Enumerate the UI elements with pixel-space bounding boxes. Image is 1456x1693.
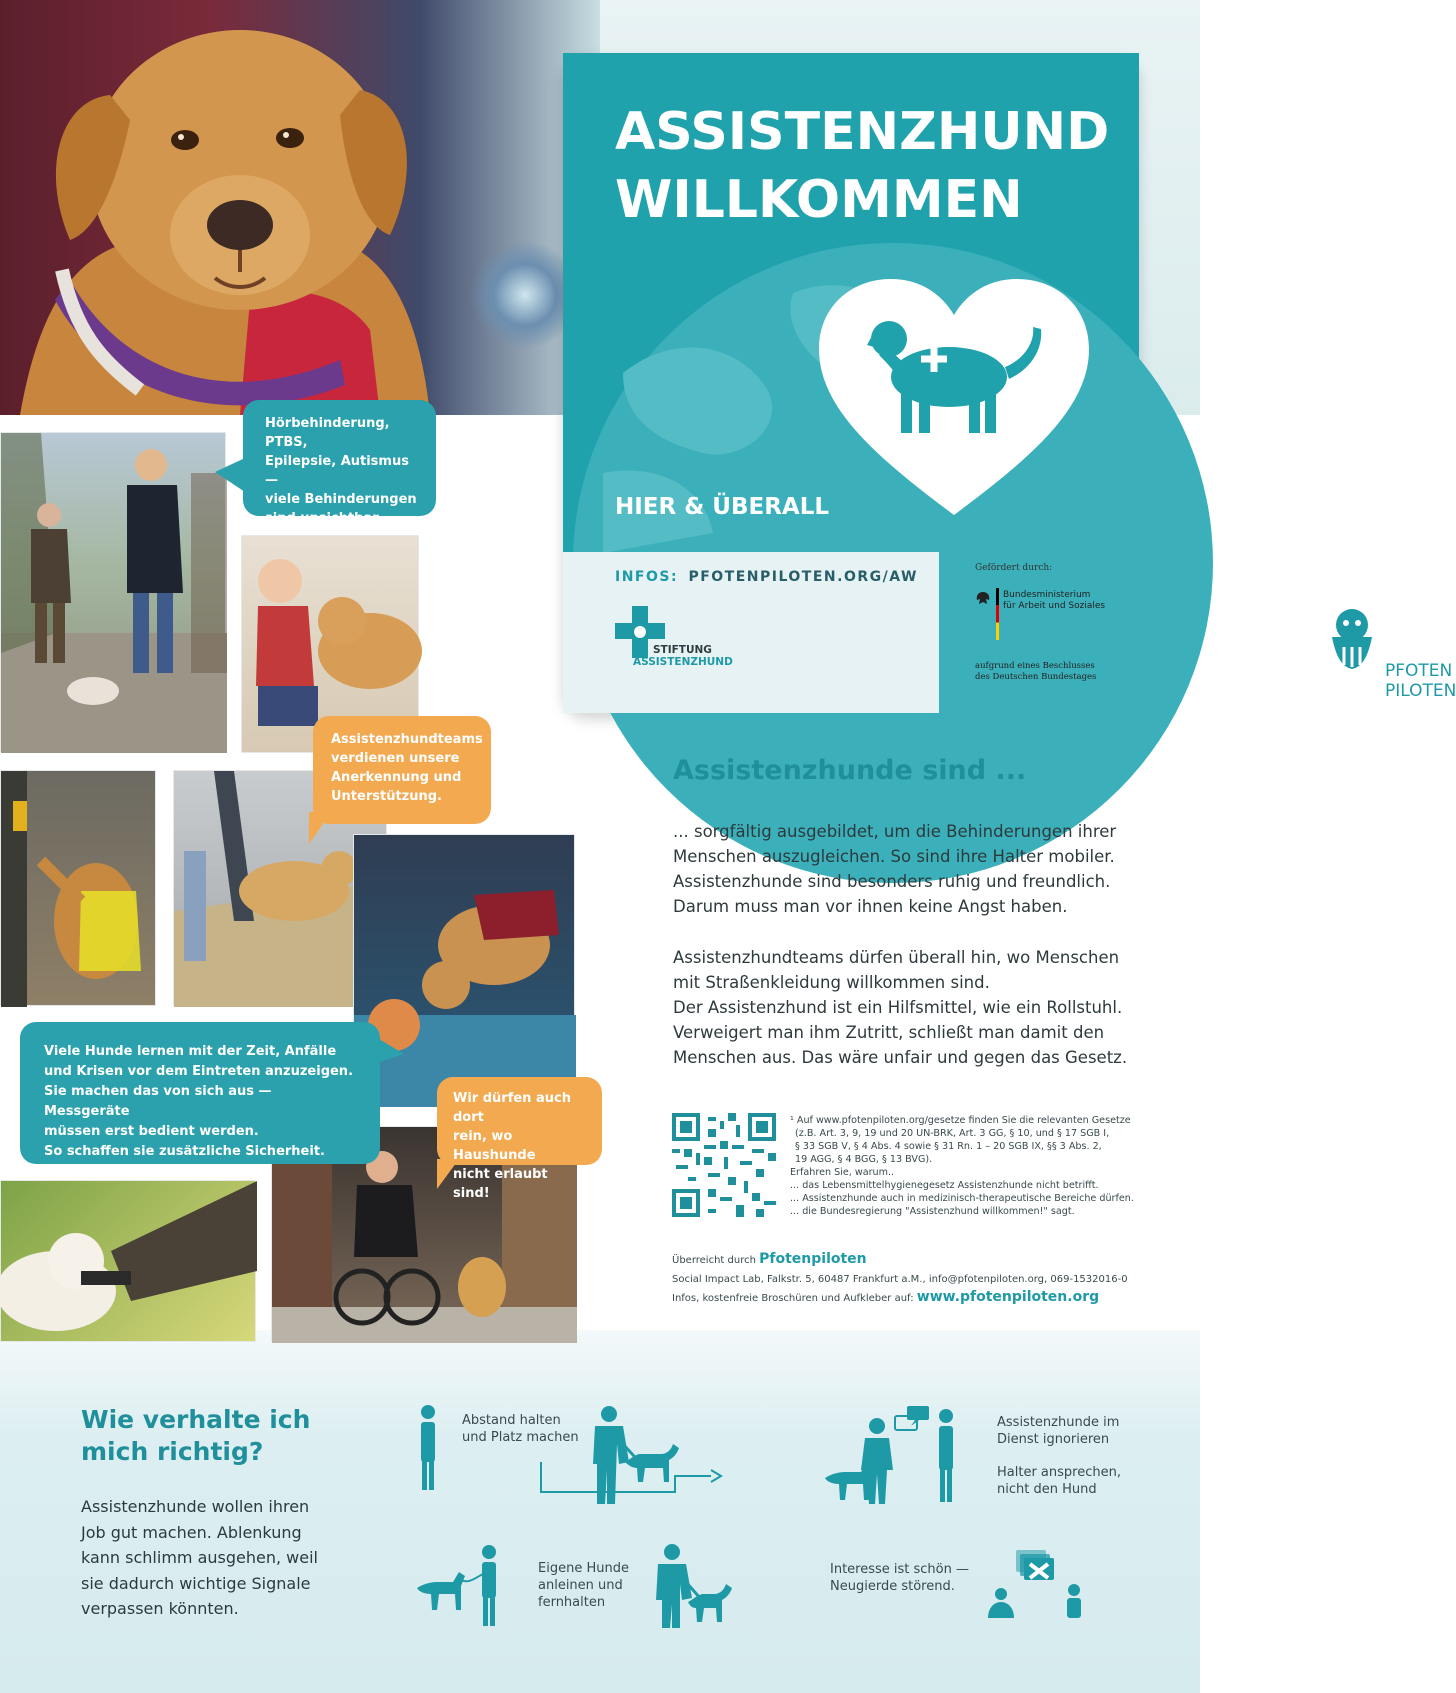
stiftung-name — [633, 644, 733, 668]
infos-prefix: INFOS: — [615, 569, 679, 585]
bubble3-line1: Viele Hunde lernen mit der Zeit, Anfälle — [44, 1044, 337, 1059]
behavior-text — [81, 1494, 318, 1622]
federal-eagle-icon — [975, 590, 991, 610]
tip2-line1: Assistenzhunde im — [997, 1415, 1120, 1430]
infos-footer-label: Infos, kostenfreie Broschüren und Aufkleber auf: — [672, 1293, 914, 1304]
infos-line — [615, 569, 918, 585]
beschluss-line2: des Deutschen Bundestages — [975, 672, 1097, 682]
tip5-line2: Neugierde störend. — [830, 1579, 955, 1594]
bubble3-line2: und Krisen vor dem Eintreten anzuzeigen. — [44, 1064, 354, 1079]
ministry-name — [1003, 590, 1105, 612]
photo-walking-women — [0, 432, 226, 752]
pfoten-line2: PILOTEN — [1385, 681, 1456, 701]
heart-dog-icon — [819, 279, 1089, 517]
ministry-line1: Bundesministerium — [1003, 590, 1091, 600]
sign-title-line2: WILLKOMMEN — [615, 170, 1023, 230]
tip4-line2: anleinen und — [538, 1578, 623, 1593]
infos-footer-line — [672, 1290, 1099, 1306]
para1-line2: Menschen auszugleichen. So sind ihre Halter mobiler. — [673, 847, 1115, 866]
footnote-line2: (z.B. Art. 3, 9, 19 und 20 UN-BRK, Art. 3 GG, § 10, und § 17 SGB I, — [795, 1128, 1110, 1139]
qr-code[interactable] — [672, 1113, 776, 1217]
tip1-line1: Abstand halten — [462, 1413, 561, 1428]
footnote-line1: ¹ Auf www.pfotenpiloten.org/gesetze finden Sie die relevanten Gesetze — [790, 1115, 1131, 1126]
para1-line4: Darum muss man vor ihnen keine Angst haben. — [673, 897, 1068, 916]
tip-leash-dogs — [538, 1560, 629, 1611]
behavior-heading-line1: Wie verhalte ich — [81, 1405, 311, 1434]
address-line: Social Impact Lab, Falkstr. 5, 60487 Frankfurt a.M., info@pfotenpiloten.org, 069-1532016-0 — [672, 1274, 1128, 1285]
footnote-line8: ... die Bundesregierung "Assistenzhund willkommen!" sagt. — [790, 1206, 1075, 1217]
talk-to-handler-pictogram — [815, 1404, 965, 1508]
tip1-line2: und Platz machen — [462, 1430, 579, 1445]
ueberreicht-line — [672, 1252, 867, 1268]
behavior-text-line4: sie dadurch wichtige Signale — [81, 1573, 311, 1593]
tip-curiosity — [830, 1561, 969, 1595]
sign-teal-area — [563, 53, 1139, 552]
pfotenpiloten-logo-icon — [1326, 607, 1378, 671]
para1-line1: ... sorgfältig ausgebildet, um die Behinderungen ihrer — [673, 822, 1117, 841]
behavior-text-line2: Job gut machen. Ablenkung — [81, 1522, 302, 1542]
stiftung-line2: ASSISTENZHUND — [633, 656, 733, 668]
bubble3-line4: müssen erst bedient werden. — [44, 1124, 259, 1139]
photo-dog-at-pool — [353, 834, 575, 1106]
tip4-line1: Eigene Hunde — [538, 1561, 629, 1576]
tip4-line3: fernhalten — [538, 1595, 606, 1610]
leash-own-dog-pictogram — [415, 1544, 505, 1628]
bubble-seizure-alert — [20, 1022, 380, 1164]
curiosity-pictogram — [978, 1546, 1086, 1618]
bubble-recognition — [313, 716, 491, 824]
infos-url[interactable]: PFOTENPILOTEN.ORG/AW — [688, 569, 918, 585]
hero-dog-photo — [0, 0, 600, 415]
tip-talk-to-handler — [997, 1464, 1121, 1498]
footnote-line3: § 33 SGB V, § 4 Abs. 4 sowie § 31 Rn. 1 – 20 SGB IX, §§ 3 Abs. 2, — [795, 1141, 1102, 1152]
sign-title-line1: ASSISTENZHUND — [615, 102, 1110, 162]
bubble3-line3: Sie machen das von sich aus — Messgeräte — [44, 1084, 272, 1119]
bubble2-line1: Assistenzhundteams — [331, 732, 483, 747]
bubble1-line3: viele Behinderungen — [265, 492, 417, 507]
bubble1-line1: Hörbehinderung, PTBS, — [265, 416, 390, 450]
behavior-heading — [81, 1404, 310, 1468]
ministry-line2: für Arbeit und Soziales — [1003, 601, 1106, 611]
behavior-text-line3: kann schlimm ausgehen, weil — [81, 1548, 318, 1567]
flag-stripe — [996, 588, 999, 640]
bubble2-line2: verdienen unsere — [331, 751, 460, 766]
bubble3-line5: So schaffen sie zusätzliche Sicherheit. — [44, 1144, 325, 1159]
main-paragraph-1 — [673, 819, 1116, 919]
bubble2-line4: Unterstützung. — [331, 789, 442, 804]
handler-with-dog-pictogram — [652, 1544, 732, 1628]
para1-line3: Assistenzhunde sind besonders ruhig und freundlich. — [673, 872, 1111, 891]
bubble4-line1: Wir dürfen auch dort — [453, 1091, 571, 1125]
ueberreicht-label: Überreicht durch — [672, 1255, 756, 1266]
tip5-line1: Interesse ist schön — — [830, 1562, 970, 1577]
main-paragraph-2 — [673, 945, 1127, 1070]
para2-line4: Verweigert man ihm Zutritt, schließt man damit den — [673, 1023, 1105, 1042]
legal-footnote — [790, 1114, 1135, 1218]
para2-line2: mit Straßenkleidung willkommen sind. — [673, 973, 990, 992]
infos-footer-url[interactable]: www.pfotenpiloten.org — [916, 1289, 1100, 1305]
pfoten-line1: PFOTEN — [1385, 661, 1453, 681]
beschluss-line1: aufgrund eines Beschlusses — [975, 661, 1095, 671]
footnote-line7: ... Assistenzhunde auch in medizinisch-therapeutische Bereiche dürfen. — [790, 1193, 1134, 1204]
tip-ignore-dog — [997, 1414, 1119, 1448]
bubble-invisible-disabilities — [243, 400, 436, 526]
tip-keep-distance — [462, 1412, 579, 1446]
tip2-line2: Dienst ignorieren — [997, 1432, 1110, 1447]
photo-dog-pressing-button — [0, 770, 156, 1006]
behavior-text-line5: verpassen könnten. — [81, 1599, 239, 1618]
bubble2-line3: Anerkennung und — [331, 770, 462, 785]
ueberreicht-org: Pfotenpiloten — [759, 1251, 867, 1267]
sign-subtitle: HIER & ÜBERALL — [615, 494, 830, 520]
gefoerdert-label: Gefördert durch: — [975, 563, 1053, 573]
beschluss-text — [975, 661, 1096, 683]
photo-dog-helping-jacket — [0, 1180, 256, 1342]
welcome-sign — [563, 53, 1456, 713]
behavior-heading-line2: mich richtig? — [81, 1437, 264, 1466]
pfotenpiloten-name — [1385, 661, 1456, 701]
stiftung-line1: STIFTUNG — [653, 644, 712, 656]
para2-line1: Assistenzhundteams dürfen überall hin, wo Menschen — [673, 948, 1120, 967]
para2-line5: Menschen aus. Das wäre unfair und gegen das Gesetz. — [673, 1048, 1128, 1067]
behavior-text-line1: Assistenzhunde wollen ihren — [81, 1497, 310, 1516]
footnote-line6: ... das Lebensmittelhygienegesetz Assistenzhunde nicht betrifft. — [790, 1180, 1099, 1191]
bubble-access-rights — [437, 1077, 602, 1201]
tip3-line2: nicht den Hund — [997, 1482, 1097, 1497]
bubble4-line3: nicht erlaubt sind! — [453, 1167, 548, 1201]
bubble4-line2: rein, wo Haushunde — [453, 1129, 536, 1163]
footnote-line4: 19 AGG, § 4 BGG, § 13 BVG). — [795, 1154, 933, 1165]
tip3-line1: Halter ansprechen, — [997, 1465, 1121, 1480]
bubble1-line2: Epilepsie, Autismus — — [265, 454, 409, 488]
footnote-line5: Erfahren Sie, warum.. — [790, 1167, 895, 1178]
para2-line3: Der Assistenzhund ist ein Hilfsmittel, wie ein Rollstuhl. — [673, 998, 1123, 1017]
main-heading: Assistenzhunde sind ... — [673, 755, 1027, 786]
bubble1-line4: sind unsichtbar. — [265, 511, 382, 526]
